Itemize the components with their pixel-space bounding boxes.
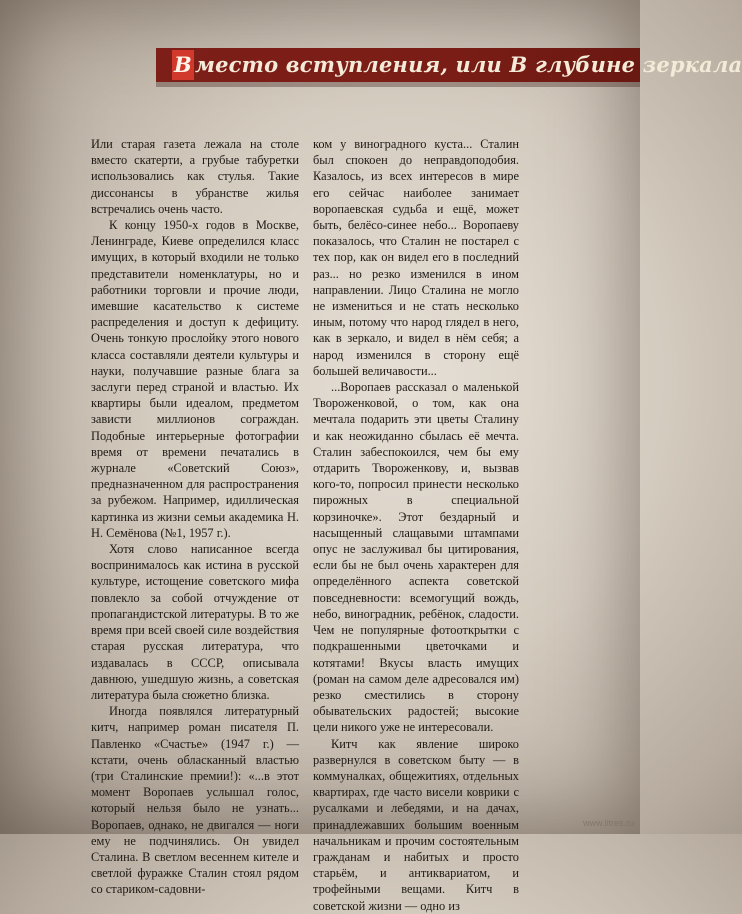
paragraph: Хотя слово написанное всегда воспринималось как истина в русской культуре, истощение советского мифа повлекло за собой отчуждение от пропагандистской литературы. В то же время при всей своей силе воздействия старая русская литература, что издавалась в СССР, описывала давнюю, ушедшую жизнь, а советская литература была сюжетно близка. [91, 542, 299, 702]
paragraph: ...Воропаев рассказал о маленькой Твороженковой, о том, как она мечтала подарить эти цветы Сталину и как неожиданно сбылась её мечта. Сталин забеспокоился, чем бы ему отдарить Твороженкову, и, вызвав кого-то, попросил принести несколько пирожных в специальной корзиночке». Этот бездарный и насыщенный слащавыми штампами опус не заслуживал бы цитирования, если бы не был очень характерен для определённого аспекта советской повседневности: всемогущий вождь, небо, виноградник, ребёнок, сладости. Чем не популярные фотооткрытки с подкрашенными цветочками и котятами! Вкусы власть имущих (роман на самом деле адресовался им) резко сместились в сторону обывательских радостей; высокие цели никого уже не интересовали. [313, 380, 519, 735]
chapter-header-shadow [156, 82, 640, 87]
chapter-title [172, 50, 742, 80]
watermark: www.litres.ru [582, 818, 634, 828]
article-right-column [313, 136, 519, 914]
paragraph: Китч как явление широко развернулся в советском быту — в коммуналках, общежитиях, отдельных квартирах, где часто висели коврики с русалками и лебедями, и на дачах, принадлежавших большим военным начальникам и прочим состоятельным гражданам и набитых и просто старьём, и антиквариатом, и трофейными вещами. Китч в советской жизни — одно из [313, 736, 519, 913]
paragraph: Иногда появлялся литературный китч, например роман писателя П. Павленко «Счастье» (1947 г.) — кстати, очень обласканный властью (три Сталинские премии!): «...в этот момент Воропаев услышал голос, который нельзя было не узнать... Воропаев, однако, не двигался — ноги ему не подчинялись. Он увидел Сталина. В светлом весеннем кителе и светлой фуражке Сталин стоял рядом со стариком-садовни- [91, 704, 299, 897]
paragraph: К концу 1950-х годов в Москве, Ленинграде, Киеве определился класс имущих, в который входили не только представители номенклатуры, но и работники торговли и прочие люди, имевшие касательство к системе распределения и доступ к дефициту. Очень тонкую прослойку этого нового класса составляли деятели культуры и науки, получавшие разные блага за заслуги перед страной и властью. Их квартиры были идеалом, предметом зависти миллионов сограждан. Подобные интерьерные фотографии время от времени печатались в журнале «Советский Союз», предназначенном для распространения за рубежом. Например, идиллическая картинка из жизни семьи академика Н. Н. Семёнова (№1, 1957 г.). [91, 218, 299, 540]
article-left-column [91, 136, 299, 898]
paragraph: Или старая газета лежала на столе вместо скатерти, а грубые табуретки использовались как стулья. Такие диссонансы в убранстве жилья встречались очень часто. [91, 137, 299, 216]
chapter-title-initial: В [172, 50, 194, 80]
chapter-title-text: место вступления, или В глубине зеркала [194, 52, 742, 77]
paragraph: ком у виноградного куста... Сталин был спокоен до неправдоподобия. Казалось, из всех интересов в мире его сейчас наиболее занимает воропаевская судьба и ещё, может быть, белёсо-синее небо... Воропаеву показалось, что Сталин не постарел с тех пор, как он видел его в последний раз... но резко изменился в ином направлении. Лицо Сталина не могло не измениться и не стать несколько иным, потому что народ глядел в него, как в зеркало, и видел в нём себя; а народ изменился в сторону ещё большей величавости... [313, 137, 519, 378]
